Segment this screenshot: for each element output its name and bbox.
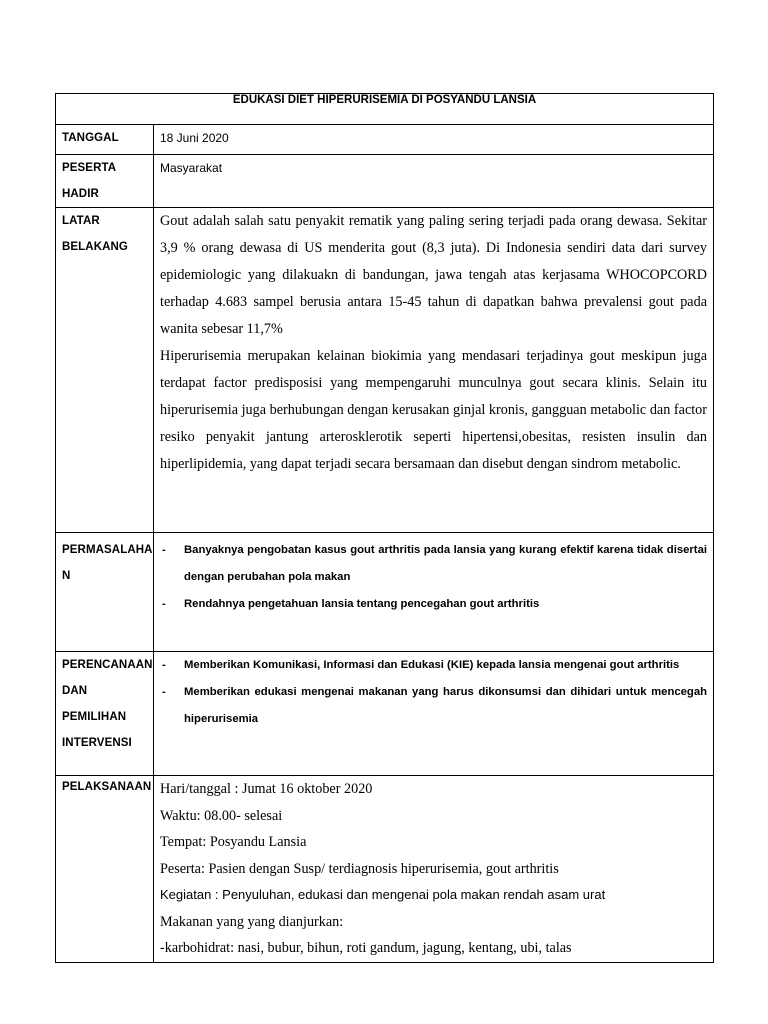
value-latar-belakang bbox=[154, 208, 714, 533]
list-item bbox=[160, 591, 707, 618]
permasalahan-item-2: Rendahnya pengetahuan lansia tentang pencegahan gout arthritis bbox=[184, 598, 540, 610]
pelaksanaan-line-6: Makanan yang yang dianjurkan: bbox=[160, 913, 344, 930]
pelaksanaan-line-7: -karbohidrat: nasi, bubur, bihun, roti gandum, jagung, kentang, ubi, talas bbox=[160, 940, 572, 956]
label-perencanaan-line3: INTERVENSI bbox=[62, 737, 132, 749]
row-pelaksanaan bbox=[56, 776, 714, 963]
latar-paragraph-1: Gout adalah salah satu penyakit rematik yang paling sering terjadi pada orang dewasa. Sekitar 3,9 % orang dewasa di US menderita gout (8,3 juta). Di Indonesia sendiri data dari survey epidemiologic yang dilakuakn di bandungan, jawa tengah atas kerjasama WHOCOPCORD terhadap 4.683 sampel berusia antara 15-45 tahun di dapatkan bahwa prevalensi gout pada wanita sebesar 11,7% bbox=[160, 213, 707, 337]
value-tanggal: 18 Juni 2020 bbox=[154, 125, 714, 155]
row-perencanaan bbox=[56, 652, 714, 776]
list-item bbox=[160, 679, 707, 733]
bullet-dash: - bbox=[162, 544, 166, 556]
value-perencanaan bbox=[154, 652, 714, 776]
pelaksanaan-line-5: Kegiatan : Penyuluhan, edukasi dan mengenai pola makan rendah asam urat bbox=[160, 887, 606, 902]
education-table bbox=[55, 93, 714, 963]
label-perencanaan-line1: PERENCANAAN bbox=[62, 659, 153, 671]
label-pelaksanaan: PELAKSANAAN bbox=[56, 776, 154, 963]
bullet-dash: - bbox=[162, 686, 166, 698]
label-tanggal: TANGGAL bbox=[56, 125, 154, 155]
pelaksanaan-lines bbox=[160, 776, 707, 962]
label-latar-line2: BELAKANG bbox=[62, 241, 128, 253]
document-title: EDUKASI DIET HIPERURISEMIA DI POSYANDU LANSIA bbox=[56, 94, 714, 125]
pelaksanaan-line-2: Waktu: 08.00- selesai bbox=[160, 807, 283, 824]
perencanaan-list bbox=[160, 652, 707, 733]
label-perencanaan-line2: DAN PEMILIHAN bbox=[62, 685, 127, 723]
list-item bbox=[160, 537, 707, 591]
row-permasalahan bbox=[56, 533, 714, 652]
value-pelaksanaan bbox=[154, 776, 714, 963]
label-perencanaan bbox=[56, 652, 154, 776]
latar-paragraph-2: Hiperurisemia merupakan kelainan biokimia yang mendasari terjadinya gout meskipun juga terdapat factor predisposisi yang mempengaruhi munculnya gout secara klinis. Selain itu hiperurisemia juga berhubungan dengan kerusakan ginjal kronis, gangguan metabolic dan factor resiko penyakit jantung arterosklerotik seperti hipertensi,obesitas, resisten insulin dan hiperlipidemia, yang dapat terjadi secara bersamaan dan disebut dengan sindrom metabolic. bbox=[160, 348, 707, 472]
bullet-dash: - bbox=[162, 598, 166, 610]
label-permasalahan-line1: PERMASALAHA bbox=[62, 544, 153, 556]
row-tanggal bbox=[56, 125, 714, 155]
label-latar-belakang bbox=[56, 208, 154, 533]
row-latar-belakang bbox=[56, 208, 714, 533]
label-permasalahan bbox=[56, 533, 154, 652]
permasalahan-item-1: Banyaknya pengobatan kasus gout arthritis pada lansia yang kurang efektif karena tidak disertai dengan perubahan pola makan bbox=[184, 544, 707, 583]
pelaksanaan-line-3: Tempat: Posyandu Lansia bbox=[160, 834, 307, 850]
perencanaan-item-2: Memberikan edukasi mengenai makanan yang harus dikonsumsi dan dihidari untuk mencegah hiperurisemia bbox=[184, 686, 707, 725]
row-peserta-hadir bbox=[56, 155, 714, 208]
value-permasalahan bbox=[154, 533, 714, 652]
pelaksanaan-line-4: Peserta: Pasien dengan Susp/ terdiagnosis hiperurisemia, gout arthritis bbox=[160, 860, 559, 877]
perencanaan-item-1: Memberikan Komunikasi, Informasi dan Edukasi (KIE) kepada lansia mengenai gout arthritis bbox=[184, 659, 680, 671]
title-row bbox=[56, 94, 714, 125]
value-peserta-hadir: Masyarakat bbox=[154, 155, 714, 208]
bullet-dash: - bbox=[162, 659, 166, 671]
label-peserta-hadir: PESERTA HADIR bbox=[56, 155, 154, 208]
pelaksanaan-line-1: Hari/tanggal : Jumat 16 oktober 2020 bbox=[160, 781, 373, 797]
label-latar-line1: LATAR bbox=[62, 215, 100, 227]
permasalahan-list bbox=[160, 537, 707, 618]
list-item bbox=[160, 652, 707, 679]
label-permasalahan-line2: N bbox=[62, 570, 71, 582]
